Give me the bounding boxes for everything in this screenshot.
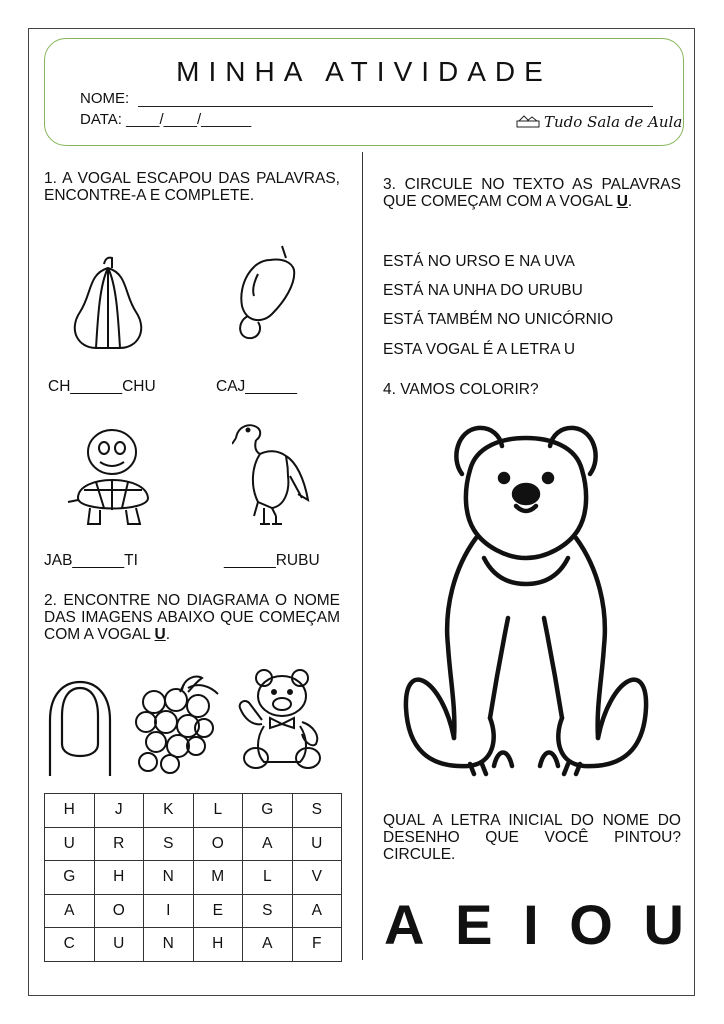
grid-cell[interactable]: O [94, 894, 144, 928]
question-2-vowel: U [154, 626, 166, 643]
grid-cell[interactable]: S [144, 827, 194, 861]
vowel-choice-a[interactable]: A [384, 893, 425, 956]
grid-cell[interactable]: S [243, 894, 293, 928]
question-3-text [383, 176, 681, 210]
question-3-suffix: . [627, 193, 633, 210]
date-field[interactable]: DATA: ____/____/______ [80, 111, 252, 128]
grid-cell[interactable]: A [292, 894, 342, 928]
grid-cell[interactable]: H [45, 794, 95, 828]
bear-coloring-image[interactable] [398, 418, 654, 780]
chayote-image [66, 254, 150, 352]
poem-line: ESTÁ TAMBÉM NO UNICÓRNIO [383, 311, 614, 328]
vowel-choice-i[interactable]: I [523, 893, 539, 956]
grid-cell[interactable]: E [193, 894, 243, 928]
vowel-choice-e[interactable]: E [455, 893, 493, 956]
question-1-text: 1. A VOGAL ESCAPOU DAS PALAVRAS, ENCONTRE-A E COMPLETE. [44, 170, 340, 204]
grid-cell[interactable]: M [193, 861, 243, 895]
grid-cell[interactable]: G [243, 794, 293, 828]
word-caju: CAJ______ [216, 378, 298, 395]
fingernail-image [44, 680, 118, 776]
signature [516, 113, 682, 131]
grid-row [45, 928, 342, 962]
grid-cell[interactable]: C [45, 928, 95, 962]
question-2-suffix: . [165, 626, 171, 643]
vowel-choice-o[interactable]: O [569, 893, 613, 956]
name-field[interactable] [138, 106, 653, 107]
signature-text: Tudo Sala de Aula [544, 113, 683, 131]
grid-cell[interactable]: N [144, 861, 194, 895]
grid-cell[interactable]: F [292, 928, 342, 962]
question-2-text [44, 592, 340, 643]
grid-cell[interactable]: I [144, 894, 194, 928]
question-5-text: QUAL A LETRA INICIAL DO NOME DO DESENHO QUE VOCÊ PINTOU? CIRCULE. [383, 812, 681, 863]
grid-cell[interactable]: U [292, 827, 342, 861]
poem-line: ESTÁ NA UNHA DO URUBU [383, 282, 583, 299]
grid-row [45, 861, 342, 895]
name-label: NOME: [80, 90, 130, 107]
grid-cell[interactable]: S [292, 794, 342, 828]
cashew-image [230, 244, 310, 344]
page-title: MINHA ATIVIDADE [176, 56, 552, 87]
vowel-choice-u[interactable]: U [643, 893, 684, 956]
poem-line: ESTA VOGAL É A LETRA U [383, 341, 576, 358]
grid-cell[interactable]: A [243, 928, 293, 962]
grid-cell[interactable]: O [193, 827, 243, 861]
turtle-image [66, 424, 158, 528]
grid-cell[interactable]: K [144, 794, 194, 828]
question-3-vowel: U [616, 193, 628, 210]
grid-cell[interactable]: U [45, 827, 95, 861]
grid-row [45, 894, 342, 928]
grid-cell[interactable]: R [94, 827, 144, 861]
column-divider [362, 152, 363, 960]
word-urubu: ______RUBU [224, 552, 320, 569]
teddy-bear-image [234, 668, 328, 770]
books-icon [516, 115, 540, 129]
question-4-text: 4. VAMOS COLORIR? [383, 381, 539, 398]
vowel-choices [384, 892, 684, 957]
grid-cell[interactable]: H [94, 861, 144, 895]
grid-cell[interactable]: V [292, 861, 342, 895]
grid-row [45, 794, 342, 828]
grid-cell[interactable]: J [94, 794, 144, 828]
grid-row [45, 827, 342, 861]
grid-cell[interactable]: A [243, 827, 293, 861]
grid-cell[interactable]: U [94, 928, 144, 962]
word-jabuti: JAB______TI [44, 552, 138, 569]
vulture-image [232, 416, 316, 528]
grid-cell[interactable]: A [45, 894, 95, 928]
question-2-prefix: 2. ENCONTRE NO DIAGRAMA O NOME DAS IMAGENS ABAIXO QUE COMEÇAM COM A VOGAL [44, 592, 340, 643]
grapes-image [132, 670, 222, 774]
grid-cell[interactable]: H [193, 928, 243, 962]
grid-cell[interactable]: N [144, 928, 194, 962]
grid-cell[interactable]: G [45, 861, 95, 895]
question-3-prefix: 3. CIRCULE NO TEXTO AS PALAVRAS QUE COMEÇAM COM A VOGAL [383, 176, 681, 210]
word-chuchu: CH______CHU [48, 378, 156, 395]
grid-cell[interactable]: L [193, 794, 243, 828]
grid-cell[interactable]: L [243, 861, 293, 895]
word-search-grid [44, 793, 342, 962]
poem-line: ESTÁ NO URSO E NA UVA [383, 253, 575, 270]
